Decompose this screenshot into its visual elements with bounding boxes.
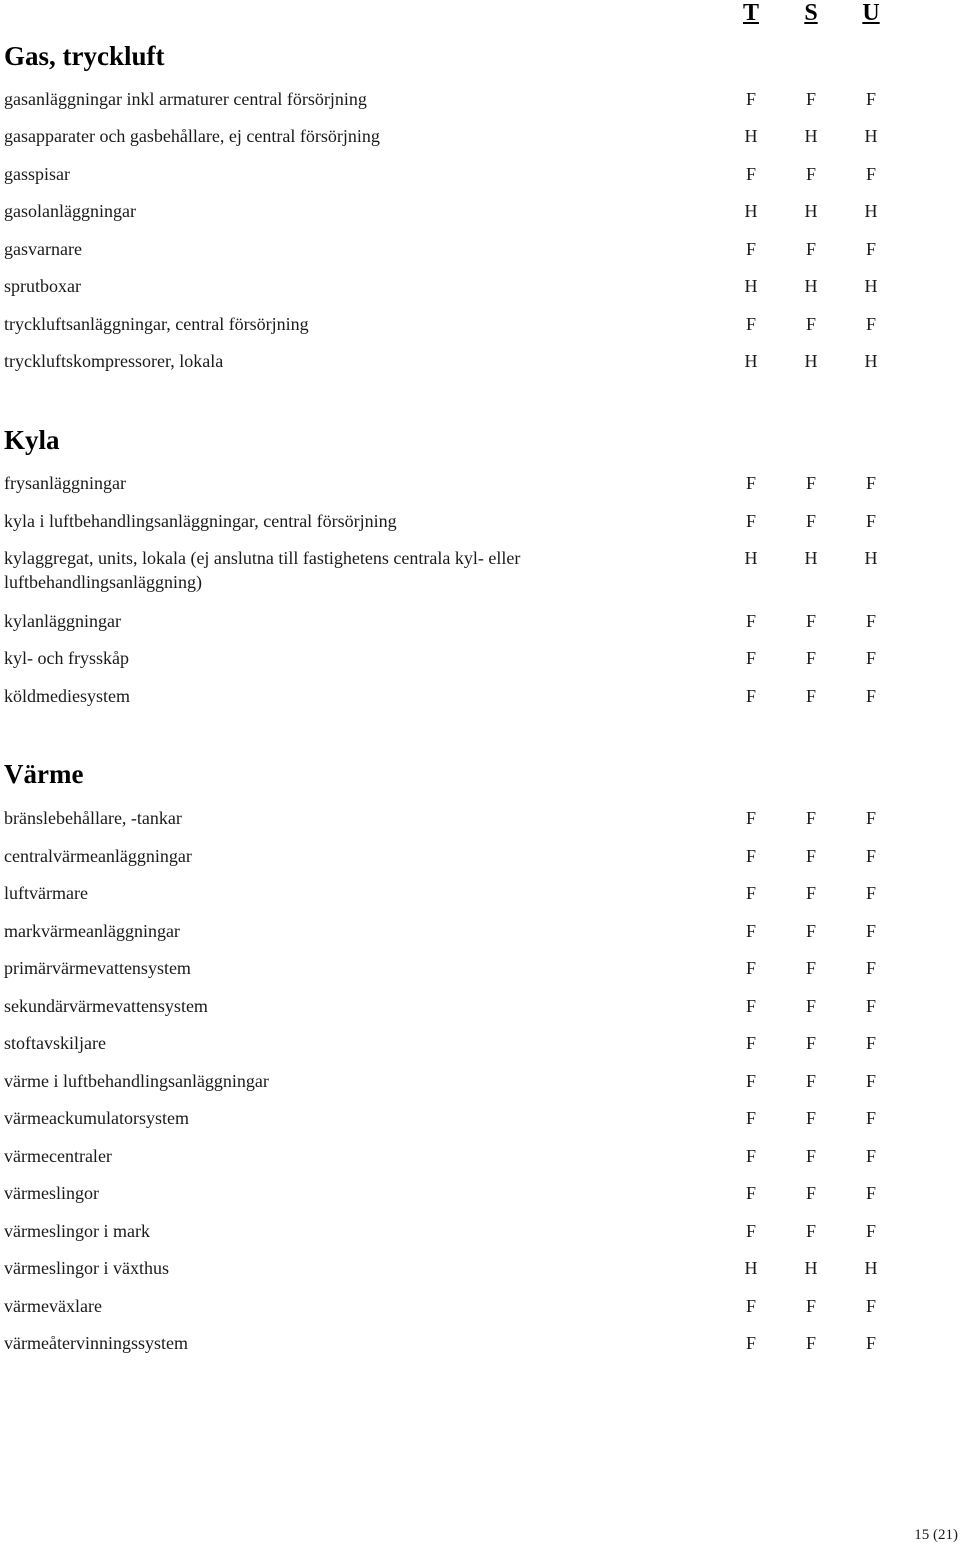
row-value-s: F xyxy=(805,89,816,109)
row-value-s: F xyxy=(805,1183,816,1203)
row-value-u: F xyxy=(865,686,876,706)
row-value-u: F xyxy=(865,473,876,493)
row-label: frysanläggningar xyxy=(4,473,126,493)
row-label: tryckluftskompressorer, lokala xyxy=(4,351,224,371)
row-value-t: F xyxy=(745,996,756,1016)
column-headers xyxy=(0,0,960,30)
row-label: värmecentraler xyxy=(4,1146,112,1166)
row-value-t: H xyxy=(744,1258,758,1278)
row-value-u: F xyxy=(865,1033,876,1053)
row-label: gasvarnare xyxy=(4,239,82,259)
row-value-s: F xyxy=(805,808,816,828)
row-value-u: F xyxy=(865,1296,876,1316)
row-label: gasapparater och gasbehållare, ej central försörjning xyxy=(4,126,380,146)
column-header-u: U xyxy=(862,0,880,26)
row-value-t: H xyxy=(744,351,758,371)
row-value-s: H xyxy=(804,276,818,296)
row-value-s: F xyxy=(805,1146,816,1166)
row-value-s: F xyxy=(805,686,816,706)
row-label: kylaggregat, units, lokala (ej anslutna till fastighetens centrala kyl- eller luftbehandlingsanläggning) xyxy=(4,548,521,592)
column-header-t: T xyxy=(742,0,759,26)
row-value-s: H xyxy=(804,201,818,221)
row-value-t: F xyxy=(745,958,756,978)
row-label: tryckluftsanläggningar, central försörjning xyxy=(4,314,309,334)
row-value-s: F xyxy=(805,1296,816,1316)
row-value-u: F xyxy=(865,883,876,903)
row-value-t: F xyxy=(745,89,756,109)
row-value-s: F xyxy=(805,473,816,493)
row-value-u: F xyxy=(865,921,876,941)
row-value-s: H xyxy=(804,548,818,568)
row-value-t: F xyxy=(745,648,756,668)
row-value-t: F xyxy=(745,164,756,184)
column-header-s: S xyxy=(804,0,818,26)
row-value-t: F xyxy=(745,1296,756,1316)
row-value-u: F xyxy=(865,314,876,334)
row-label: värmeslingor i växthus xyxy=(4,1258,169,1278)
row-value-s: F xyxy=(805,648,816,668)
row-label: köldmediesystem xyxy=(4,686,130,706)
row-label: gasolanläggningar xyxy=(4,201,136,221)
row-value-t: F xyxy=(745,1033,756,1053)
row-value-t: F xyxy=(745,511,756,531)
row-value-u: H xyxy=(864,126,878,146)
row-value-s: F xyxy=(805,1033,816,1053)
row-value-s: F xyxy=(805,164,816,184)
row-value-u: F xyxy=(865,611,876,631)
row-value-s: F xyxy=(805,883,816,903)
row-value-t: H xyxy=(744,548,758,568)
row-value-s: H xyxy=(804,1258,818,1278)
row-value-u: F xyxy=(865,846,876,866)
row-value-s: F xyxy=(805,958,816,978)
row-value-s: F xyxy=(805,846,816,866)
row-label: luftvärmare xyxy=(4,883,88,903)
row-label: kyla i luftbehandlingsanläggningar, central försörjning xyxy=(4,511,397,531)
row-value-u: F xyxy=(865,1333,876,1353)
row-value-t: H xyxy=(744,201,758,221)
row-value-s: F xyxy=(805,1221,816,1241)
section-title: Kyla xyxy=(4,425,60,455)
row-value-u: H xyxy=(864,351,878,371)
row-value-u: H xyxy=(864,548,878,568)
row-value-t: H xyxy=(744,276,758,296)
row-label: kylanläggningar xyxy=(4,611,121,631)
row-value-t: F xyxy=(745,1146,756,1166)
row-value-u: F xyxy=(865,958,876,978)
row-value-u: F xyxy=(865,164,876,184)
row-value-t: F xyxy=(745,239,756,259)
row-value-s: F xyxy=(805,921,816,941)
row-value-u: F xyxy=(865,996,876,1016)
row-value-u: F xyxy=(865,239,876,259)
row-value-u: H xyxy=(864,1258,878,1278)
row-label: primärvärmevattensystem xyxy=(4,958,191,978)
row-value-t: F xyxy=(745,473,756,493)
row-label: gasspisar xyxy=(4,164,70,184)
row-value-u: F xyxy=(865,1183,876,1203)
row-label: värmeackumulatorsystem xyxy=(4,1108,189,1128)
row-label: värmeväxlare xyxy=(4,1296,102,1316)
row-value-u: F xyxy=(865,648,876,668)
row-value-s: F xyxy=(805,1108,816,1128)
row-label: sekundärvärmevattensystem xyxy=(4,996,208,1016)
row-value-t: F xyxy=(745,1071,756,1091)
row-value-t: F xyxy=(745,1333,756,1353)
row-label: värmeslingor i mark xyxy=(4,1221,150,1241)
row-value-s: F xyxy=(805,611,816,631)
row-value-t: F xyxy=(745,1183,756,1203)
row-value-t: F xyxy=(745,808,756,828)
row-value-s: F xyxy=(805,239,816,259)
row-value-s: F xyxy=(805,314,816,334)
row-value-u: F xyxy=(865,89,876,109)
row-value-u: F xyxy=(865,511,876,531)
section-title: Gas, tryckluft xyxy=(4,41,165,71)
row-label: sprutboxar xyxy=(4,276,81,296)
row-value-u: F xyxy=(865,1221,876,1241)
row-value-u: F xyxy=(865,1146,876,1166)
row-value-t: F xyxy=(745,686,756,706)
row-value-t: F xyxy=(745,846,756,866)
row-value-u: H xyxy=(864,276,878,296)
row-value-t: F xyxy=(745,314,756,334)
row-value-u: F xyxy=(865,808,876,828)
row-value-t: F xyxy=(745,1108,756,1128)
row-value-s: H xyxy=(804,351,818,371)
row-label: bränslebehållare, -tankar xyxy=(4,808,182,828)
row-value-u: H xyxy=(864,201,878,221)
row-label: värmeslingor xyxy=(4,1183,99,1203)
row-value-t: H xyxy=(744,126,758,146)
row-value-u: F xyxy=(865,1108,876,1128)
row-label: stoftavskiljare xyxy=(4,1033,106,1053)
row-value-t: F xyxy=(745,883,756,903)
row-label: markvärmeanläggningar xyxy=(4,921,180,941)
row-label: gasanläggningar inkl armaturer central försörjning xyxy=(4,89,367,109)
row-value-s: F xyxy=(805,1071,816,1091)
row-value-s: H xyxy=(804,126,818,146)
row-value-t: F xyxy=(745,921,756,941)
row-value-u: F xyxy=(865,1071,876,1091)
row-label: kyl- och frysskåp xyxy=(4,648,129,668)
row-value-t: F xyxy=(745,611,756,631)
row-value-s: F xyxy=(805,1333,816,1353)
row-value-t: F xyxy=(745,1221,756,1241)
row-value-s: F xyxy=(805,996,816,1016)
page-number: 15 (21) xyxy=(914,1527,958,1543)
section-title: Värme xyxy=(4,759,84,789)
row-label: värme i luftbehandlingsanläggningar xyxy=(4,1071,269,1091)
row-label: centralvärmeanläggningar xyxy=(4,846,192,866)
row-label: värmeåtervinningssystem xyxy=(4,1333,188,1353)
row-value-s: F xyxy=(805,511,816,531)
